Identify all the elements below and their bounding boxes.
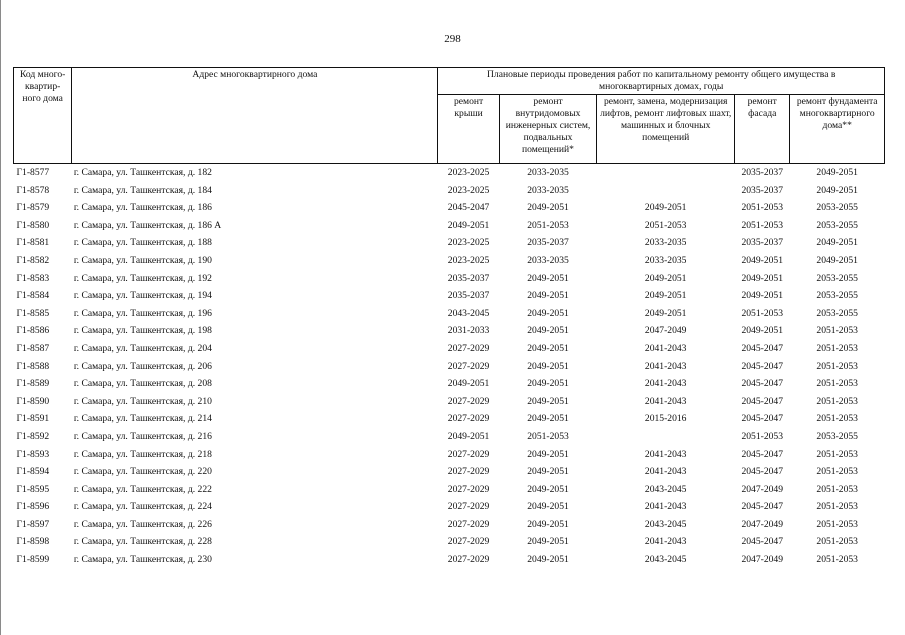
header-roof: ремонт крыши	[438, 95, 499, 164]
header-foundation: ремонт фундамента многоквартирного дома**	[790, 95, 885, 164]
row-roof-period: 2027-2029	[447, 395, 490, 407]
row-facade-period: 2051-2053	[741, 430, 784, 442]
row-foundation-period: 2051-2053	[816, 536, 858, 548]
row-roof-period: 2049-2051	[447, 219, 490, 231]
table-row	[14, 551, 885, 569]
table-row	[14, 446, 885, 464]
row-address: г. Самара, ул. Ташкентская, д. 184	[73, 184, 212, 196]
row-elevators-period: 2049-2051	[644, 272, 687, 284]
row-address: г. Самара, ул. Ташкентская, д. 210	[73, 395, 212, 407]
table-row	[14, 410, 885, 428]
row-facade-period: 2045-2047	[741, 536, 784, 548]
row-address: г. Самара, ул. Ташкентская, д. 188	[73, 237, 212, 249]
row-facade-period: 2051-2053	[741, 202, 784, 214]
table-row	[14, 287, 885, 305]
header-engineering: ремонт внутридомовых инженерных систем, подвальных помещений*	[499, 95, 597, 164]
row-engineering-period: 2051-2053	[527, 430, 569, 442]
row-code: Г1-8578	[16, 184, 50, 196]
row-code: Г1-8584	[16, 290, 50, 302]
row-foundation-period: 2049-2051	[816, 167, 858, 178]
row-address: г. Самара, ул. Ташкентская, д. 204	[73, 342, 212, 354]
row-code: Г1-8592	[16, 430, 50, 442]
row-foundation-period: 2053-2055	[816, 202, 858, 214]
header-periods-line: Плановые периоды проведения работ по капитальному ремонту общего имущества в	[487, 69, 836, 80]
row-code: Г1-8587	[16, 342, 50, 354]
row-foundation-period: 2051-2053	[816, 518, 858, 530]
row-facade-period: 2049-2051	[741, 325, 784, 337]
row-facade-period: 2045-2047	[741, 501, 784, 513]
row-engineering-period: 2051-2053	[527, 219, 569, 231]
table-row	[14, 375, 885, 393]
row-code: Г1-8591	[16, 413, 50, 425]
row-roof-period: 2027-2029	[447, 413, 490, 425]
row-address: г. Самара, ул. Ташкентская, д. 186	[73, 202, 212, 214]
row-foundation-period: 2051-2053	[816, 395, 858, 407]
row-address: г. Самара, ул. Ташкентская, д. 186 А	[73, 219, 222, 231]
row-elevators-period: 2041-2043	[644, 360, 687, 372]
row-roof-period: 2023-2025	[447, 184, 490, 196]
row-facade-period: 2045-2047	[741, 413, 784, 425]
table-row	[14, 182, 885, 200]
row-code: Г1-8588	[16, 360, 50, 372]
row-roof-period: 2023-2025	[447, 254, 490, 266]
row-roof-period: 2027-2029	[447, 501, 490, 513]
row-roof-period: 2023-2025	[447, 237, 490, 249]
row-address: г. Самара, ул. Ташкентская, д. 192	[73, 272, 212, 284]
row-facade-period: 2049-2051	[741, 254, 784, 266]
capital-repair-schedule-table	[13, 67, 885, 569]
row-facade-period: 2045-2047	[741, 342, 784, 354]
row-code: Г1-8595	[16, 483, 50, 495]
row-roof-period: 2027-2029	[447, 518, 490, 530]
row-foundation-period: 2051-2053	[816, 378, 858, 390]
row-facade-period: 2035-2037	[741, 184, 784, 196]
row-code: Г1-8585	[16, 307, 50, 319]
row-foundation-period: 2051-2053	[816, 483, 858, 495]
row-facade-period: 2049-2051	[741, 290, 784, 302]
table-row	[14, 199, 885, 217]
row-roof-period: 2027-2029	[447, 536, 490, 548]
row-code: Г1-8599	[16, 554, 50, 566]
row-engineering-period: 2049-2051	[527, 554, 569, 566]
row-address: г. Самара, ул. Ташкентская, д. 198	[73, 325, 212, 337]
table-row	[14, 270, 885, 288]
table-header	[14, 68, 885, 164]
table-row	[14, 164, 885, 182]
row-facade-period: 2051-2053	[741, 307, 784, 319]
header-elevators: ремонт, замена, модернизация лифтов, ремонт лифтовых шахт, машинных и блочных помещений	[597, 95, 735, 164]
row-facade-period: 2045-2047	[741, 466, 784, 478]
header-code	[14, 68, 72, 164]
row-engineering-period: 2049-2051	[527, 360, 569, 372]
row-foundation-period: 2053-2055	[816, 272, 858, 284]
row-code: Г1-8593	[16, 448, 50, 460]
row-address: г. Самара, ул. Ташкентская, д. 194	[73, 290, 212, 302]
row-roof-period: 2027-2029	[447, 448, 490, 460]
row-elevators-period: 2041-2043	[644, 342, 687, 354]
row-foundation-period: 2051-2053	[816, 448, 858, 460]
row-address: г. Самара, ул. Ташкентская, д. 226	[73, 518, 212, 530]
row-elevators-period: 2041-2043	[644, 501, 687, 513]
row-facade-period: 2047-2049	[741, 483, 784, 495]
row-address: г. Самара, ул. Ташкентская, д. 220	[73, 466, 212, 478]
row-code: Г1-8596	[16, 501, 50, 513]
row-foundation-period: 2051-2053	[816, 342, 858, 354]
row-elevators-period: 2049-2051	[644, 290, 687, 302]
row-foundation-period: 2051-2053	[816, 360, 858, 372]
row-elevators-period: 2041-2043	[644, 395, 687, 407]
row-facade-period: 2045-2047	[741, 360, 784, 372]
table-row	[14, 358, 885, 376]
table-row	[14, 498, 885, 516]
row-elevators-period: 2041-2043	[644, 466, 687, 478]
row-engineering-period: 2049-2051	[527, 413, 569, 425]
row-roof-period: 2027-2029	[447, 342, 490, 354]
header-code-line: квартир-	[25, 81, 61, 92]
row-address: г. Самара, ул. Ташкентская, д. 224	[73, 501, 212, 513]
row-facade-period: 2047-2049	[741, 518, 784, 530]
table-row	[14, 217, 885, 235]
header-code-line: Код много-	[19, 69, 66, 80]
row-code: Г1-8597	[16, 518, 50, 530]
row-elevators-period: 2041-2043	[644, 378, 687, 390]
row-address: г. Самара, ул. Ташкентская, д. 218	[73, 448, 212, 460]
row-roof-period: 2045-2047	[447, 202, 490, 214]
row-facade-period: 2035-2037	[741, 167, 784, 178]
row-roof-period: 2035-2037	[447, 272, 490, 284]
row-code: Г1-8594	[16, 466, 50, 478]
row-code: Г1-8589	[16, 378, 50, 390]
row-foundation-period: 2051-2053	[816, 325, 858, 337]
row-foundation-period: 2053-2055	[816, 430, 858, 442]
row-roof-period: 2031-2033	[447, 325, 490, 337]
row-code: Г1-8583	[16, 272, 50, 284]
row-elevators-period	[597, 428, 735, 446]
row-elevators-period: 2051-2053	[644, 219, 687, 231]
row-address: г. Самара, ул. Ташкентская, д. 190	[73, 254, 212, 266]
row-roof-period: 2043-2045	[447, 307, 490, 319]
header-row-top	[14, 68, 885, 95]
row-code: Г1-8580	[16, 219, 50, 231]
row-elevators-period: 2049-2051	[644, 202, 687, 214]
row-foundation-period: 2049-2051	[816, 237, 858, 249]
row-address: г. Самара, ул. Ташкентская, д. 208	[73, 378, 212, 390]
row-facade-period: 2035-2037	[741, 237, 784, 249]
row-roof-period: 2027-2029	[447, 554, 490, 566]
header-periods-line: многоквартирных домах, годы	[599, 81, 724, 92]
row-facade-period: 2045-2047	[741, 378, 784, 390]
row-facade-period: 2047-2049	[741, 554, 784, 566]
header-code-line: ного дома	[22, 93, 63, 104]
table-row	[14, 428, 885, 446]
row-foundation-period: 2051-2053	[816, 466, 858, 478]
table-row	[14, 481, 885, 499]
page-number: 298	[444, 33, 461, 45]
row-elevators-period: 2033-2035	[644, 237, 687, 249]
row-elevators-period: 2041-2043	[644, 448, 687, 460]
row-foundation-period: 2051-2053	[816, 501, 858, 513]
row-foundation-period: 2053-2055	[816, 307, 858, 319]
header-periods	[438, 68, 885, 95]
row-engineering-period: 2049-2051	[527, 536, 569, 548]
row-elevators-period: 2047-2049	[644, 325, 687, 337]
row-roof-period: 2027-2029	[447, 360, 490, 372]
row-elevators-period: 2043-2045	[644, 483, 687, 495]
table-row	[14, 393, 885, 411]
table-row	[14, 463, 885, 481]
row-roof-period: 2035-2037	[447, 290, 490, 302]
row-roof-period: 2049-2051	[447, 378, 490, 390]
row-foundation-period: 2053-2055	[816, 219, 858, 231]
row-foundation-period: 2053-2055	[816, 290, 858, 302]
row-facade-period: 2049-2051	[741, 272, 784, 284]
row-engineering-period: 2049-2051	[527, 518, 569, 530]
row-engineering-period: 2049-2051	[527, 501, 569, 513]
table-row	[14, 234, 885, 252]
row-foundation-period: 2051-2053	[816, 554, 858, 566]
table-row	[14, 516, 885, 534]
row-facade-period: 2045-2047	[741, 448, 784, 460]
row-address: г. Самара, ул. Ташкентская, д. 228	[73, 536, 212, 548]
row-code: Г1-8586	[16, 325, 50, 337]
row-foundation-period: 2051-2053	[816, 413, 858, 425]
row-address: г. Самара, ул. Ташкентская, д. 214	[73, 413, 212, 425]
row-elevators-period: 2043-2045	[644, 518, 687, 530]
table-row	[14, 340, 885, 358]
row-elevators-period: 2033-2035	[644, 254, 687, 266]
row-engineering-period: 2049-2051	[527, 290, 569, 302]
table-row	[14, 305, 885, 323]
row-engineering-period: 2049-2051	[527, 307, 569, 319]
row-engineering-period: 2049-2051	[527, 466, 569, 478]
row-code: Г1-8582	[16, 254, 50, 266]
row-facade-period: 2045-2047	[741, 395, 784, 407]
row-address: г. Самара, ул. Ташкентская, д. 230	[73, 554, 212, 566]
row-elevators-period: 2049-2051	[644, 307, 687, 319]
row-roof-period: 2027-2029	[447, 483, 490, 495]
row-engineering-period: 2033-2035	[527, 167, 569, 178]
row-engineering-period: 2049-2051	[527, 395, 569, 407]
row-engineering-period: 2049-2051	[527, 325, 569, 337]
row-engineering-period: 2049-2051	[527, 342, 569, 354]
row-elevators-period: 2015-2016	[644, 413, 687, 425]
row-elevators-period: 2041-2043	[644, 536, 687, 548]
row-engineering-period: 2049-2051	[527, 202, 569, 214]
row-foundation-period: 2049-2051	[816, 184, 858, 196]
row-code: Г1-8577	[16, 167, 50, 178]
table-row	[14, 322, 885, 340]
row-engineering-period: 2049-2051	[527, 483, 569, 495]
row-elevators-period	[597, 164, 735, 182]
row-roof-period: 2027-2029	[447, 466, 490, 478]
row-address: г. Самара, ул. Ташкентская, д. 206	[73, 360, 212, 372]
row-address: г. Самара, ул. Ташкентская, д. 216	[73, 430, 212, 442]
table-row	[14, 252, 885, 270]
row-engineering-period: 2049-2051	[527, 272, 569, 284]
table-row	[14, 533, 885, 551]
row-code: Г1-8579	[16, 202, 50, 214]
row-address: г. Самара, ул. Ташкентская, д. 182	[73, 167, 212, 178]
row-engineering-period: 2049-2051	[527, 448, 569, 460]
row-engineering-period: 2049-2051	[527, 378, 569, 390]
row-elevators-period: 2043-2045	[644, 554, 687, 566]
row-facade-period: 2051-2053	[741, 219, 784, 231]
header-facade: ремонт фасада	[735, 95, 790, 164]
row-address: г. Самара, ул. Ташкентская, д. 196	[73, 307, 212, 319]
row-code: Г1-8598	[16, 536, 50, 548]
row-elevators-period	[597, 182, 735, 200]
row-code: Г1-8590	[16, 395, 50, 407]
header-address: Адрес многоквартирного дома	[72, 68, 438, 164]
table-body	[14, 164, 885, 569]
row-engineering-period: 2035-2037	[527, 237, 569, 249]
row-roof-period: 2023-2025	[447, 167, 490, 178]
row-code: Г1-8581	[16, 237, 50, 249]
row-foundation-period: 2049-2051	[816, 254, 858, 266]
row-engineering-period: 2033-2035	[527, 184, 569, 196]
row-engineering-period: 2033-2035	[527, 254, 569, 266]
row-address: г. Самара, ул. Ташкентская, д. 222	[73, 483, 212, 495]
page-edge-rule	[0, 0, 1, 635]
row-roof-period: 2049-2051	[447, 430, 490, 442]
